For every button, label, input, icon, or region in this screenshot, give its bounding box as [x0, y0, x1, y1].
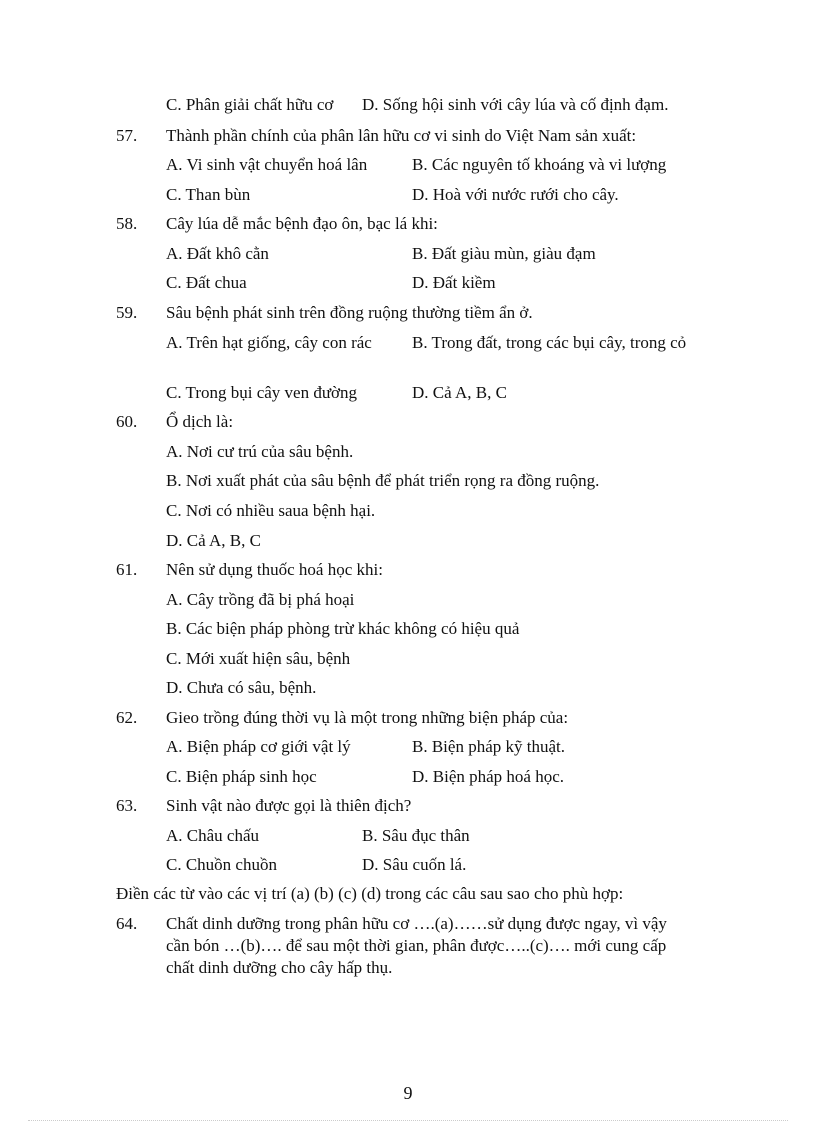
- option-c: C. Trong bụi cây ven đường: [166, 383, 358, 402]
- question-number: 60.: [116, 412, 138, 431]
- fill-instruction: Điền các từ vào các vị trí (a) (b) (c) (d) trong các câu sau sao cho phù hợp:: [116, 884, 624, 903]
- page-number: 9: [403, 1083, 413, 1103]
- page-bottom-divider: [28, 1120, 788, 1121]
- option-a: A. Nơi cư trú của sâu bệnh.: [166, 442, 354, 461]
- option-b: B. Sâu đục thân: [362, 826, 470, 845]
- question-number: 59.: [116, 303, 138, 322]
- option-d: D. Sâu cuốn lá.: [362, 855, 467, 874]
- question-number: 61.: [116, 560, 138, 579]
- question-number: 63.: [116, 796, 138, 815]
- option-a: A. Trên hạt giống, cây con rác: [166, 333, 372, 352]
- option-b: B. Đất giàu mùn, giàu đạm: [412, 244, 596, 263]
- option-b: B. Biện pháp kỹ thuật.: [412, 737, 565, 756]
- option-c: C. Nơi có nhiều saua bệnh hại.: [166, 501, 376, 520]
- option-d: D. Cả A, B, C: [166, 531, 261, 550]
- option-c: C. Đất chua: [166, 273, 247, 292]
- option-c: C. Mới xuất hiện sâu, bệnh: [166, 649, 351, 668]
- option-d: D. Chưa có sâu, bệnh.: [166, 678, 317, 697]
- option-b: B. Trong đất, trong các bụi cây, trong cỏ: [412, 333, 687, 352]
- question-number: 58.: [116, 214, 138, 233]
- question-text: Nên sử dụng thuốc hoá học khi:: [166, 560, 383, 579]
- question-text: Thành phần chính của phân lân hữu cơ vi sinh do Việt Nam sản xuất:: [166, 126, 637, 145]
- option-c: C. Biện pháp sinh học: [166, 767, 317, 786]
- option-a: A. Đất khô cằn: [166, 244, 269, 263]
- option-a: A. Vi sinh vật chuyển hoá lân: [166, 155, 368, 174]
- question-number: 64.: [116, 914, 138, 933]
- option-d: D. Hoà với nước rưới cho cây.: [412, 185, 619, 204]
- option-b: B. Các nguyên tố khoáng và vi lượng: [412, 155, 667, 174]
- option-a: A. Biện pháp cơ giới vật lý: [166, 737, 351, 756]
- question-text: Sâu bệnh phát sinh trên đồng ruộng thường tiềm ẩn ở.: [166, 303, 533, 322]
- option-c: C. Than bùn: [166, 185, 251, 204]
- option-c: C. Chuồn chuồn: [166, 855, 277, 874]
- option-a: A. Châu chấu: [166, 826, 260, 845]
- question-number: 62.: [116, 708, 138, 727]
- question-text: Sinh vật nào được gọi là thiên địch?: [166, 796, 412, 815]
- option-c: C. Phân giải chất hữu cơ: [166, 95, 334, 114]
- question-text: Ổ dịch là:: [166, 412, 234, 431]
- question-text: Cây lúa dễ mắc bệnh đạo ôn, bạc lá khi:: [166, 214, 438, 233]
- option-b: B. Nơi xuất phát của sâu bệnh để phát triển rọng ra đồng ruộng.: [166, 471, 600, 490]
- question-number: 57.: [116, 126, 138, 145]
- question-text: Gieo trồng đúng thời vụ là một trong những biện pháp của:: [166, 708, 569, 727]
- question-text-line: chất dinh dưỡng cho cây hấp thụ.: [166, 958, 393, 977]
- option-d: D. Biện pháp hoá học.: [412, 767, 565, 786]
- question-text-line: Chất dinh dưỡng trong phân hữu cơ ….(a)……sử dụng được ngay, vì vậy: [166, 914, 667, 933]
- option-a: A. Cây trồng đã bị phá hoại: [166, 590, 355, 609]
- option-d: D. Sống hội sinh với cây lúa và cố định đạm.: [362, 95, 669, 114]
- option-b: B. Các biện pháp phòng trừ khác không có hiệu quả: [166, 619, 520, 638]
- question-text-line: cần bón …(b)…. để sau một thời gian, phân được…..(c)…. mới cung cấp: [166, 936, 667, 955]
- option-d: D. Đất kiềm: [412, 273, 496, 292]
- option-d: D. Cả A, B, C: [412, 383, 507, 402]
